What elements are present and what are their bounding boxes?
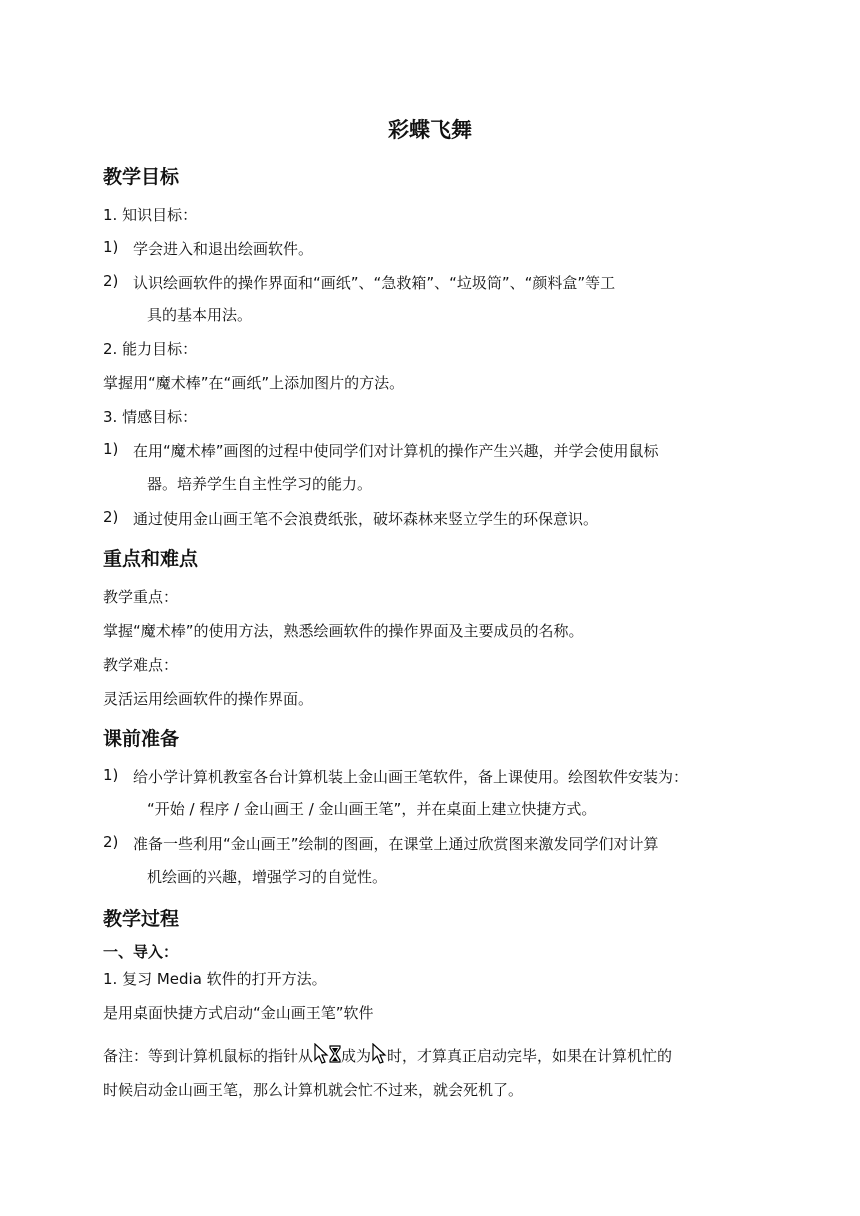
note-part-2: 成为 [341,1047,372,1065]
note-line-2: 时候启动金山画王笔，那么计算机就会忙不过来，就会死机了。 [103,1081,524,1099]
step-1-text: 是用桌面快捷方式启动“金山画王笔”软件 [103,1004,374,1022]
list-item: 认识绘画软件的操作界面和“画纸”、“急救箱”、“垃圾筒”、“颜料盒”等工 [133,274,616,292]
heading-key-points: 重点和难点 [103,548,199,570]
list-item-continuation: 具的基本用法。 [147,306,253,324]
emotion-label: 3. 情感目标： [103,408,198,426]
list-marker: 2) [103,272,119,290]
knowledge-label: 1. 知识目标： [103,206,198,224]
heading-process: 教学过程 [103,908,180,930]
document-title: 彩蝶飞舞 [388,118,472,142]
heading-preparation: 课前准备 [103,728,180,750]
list-item: 通过使用金山画王笔不会浪费纸张，破坏森林来竖立学生的环保意识。 [133,510,599,528]
focus-text: 掌握“魔术棒”的使用方法，熟悉绘画软件的操作界面及主要成员的名称。 [103,622,584,640]
note-part-3: 时，才算真正启动完毕，如果在计算机忙的 [387,1047,673,1065]
busy-cursor-icon [313,1043,341,1069]
difficulty-label: 教学难点： [103,656,179,674]
heading-goals: 教学目标 [103,166,180,188]
ability-text: 掌握用“魔术棒”在“画纸”上添加图片的方法。 [103,374,405,392]
note-part-1: 备注：等到计算机鼠标的指针从 [103,1047,314,1065]
list-item-continuation: “开始 / 程序 / 金山画王 / 金山画王笔”，并在桌面上建立快捷方式。 [147,800,597,818]
focus-label: 教学重点： [103,588,179,606]
list-item: 给小学计算机教室各台计算机装上金山画王笔软件，备上课使用。绘图软件安装为： [133,768,689,786]
list-marker: 1) [103,440,119,458]
arrow-cursor-icon [371,1043,387,1069]
difficulty-text: 灵活运用绘画软件的操作界面。 [103,690,314,708]
list-item: 在用“魔术棒”画图的过程中使同学们对计算机的操作产生兴趣，并学会使用鼠标 [133,442,659,460]
ability-label: 2. 能力目标： [103,340,198,358]
note-line-1 [103,1043,672,1069]
list-item: 学会进入和退出绘画软件。 [133,240,314,258]
step-1: 1. 复习 Media 软件的打开方法。 [103,970,327,988]
list-item-continuation: 机绘画的兴趣，增强学习的自觉性。 [147,868,388,886]
list-marker: 2) [103,508,119,526]
list-item-continuation: 器。培养学生自主性学习的能力。 [147,475,373,493]
list-marker: 2) [103,833,119,851]
list-marker: 1) [103,766,119,784]
list-item: 准备一些利用“金山画王”绘制的图画，在课堂上通过欣赏图来激发同学们对计算 [133,835,659,853]
sub-heading-intro: 一、导入： [103,943,179,961]
list-marker: 1) [103,238,119,256]
